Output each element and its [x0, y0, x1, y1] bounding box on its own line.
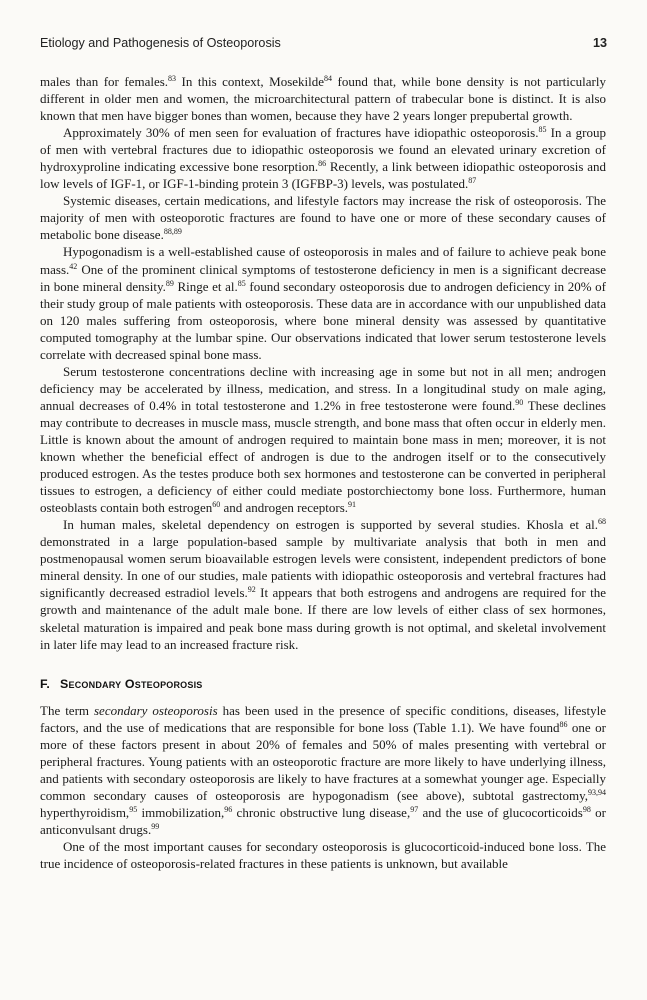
- text-run: and androgen receptors.: [220, 500, 348, 516]
- text-run: Serum testosterone concentrations decline with increasing age in some but not in all men; androgen deficiency may be accelerated by illness, medication, and stress. In a longitudinal study on male aging, annual decreases of 0.4% in total testosterone and 1.2% in free testosterone were found.: [40, 363, 606, 413]
- text-run: and the use of glucocorticoids: [418, 804, 583, 820]
- paragraph: [40, 838, 606, 872]
- citation-ref: 85: [538, 125, 547, 135]
- text-run: demonstrated in a large population-based sample by multivariate analysis that both in men and postmenopausal women serum bioavailable estrogen levels were consistent, independent predictors of bone mineral density. In one of our studies, male patients with idiopathic osteoporosis and vertebral fractures had significantly decreased estradiol levels.: [40, 534, 606, 601]
- citation-ref: 60: [212, 500, 221, 510]
- section-paragraphs: [40, 702, 606, 872]
- citation-ref: 68: [598, 517, 606, 527]
- citation-ref: 85: [237, 278, 246, 288]
- paragraph: [40, 363, 606, 516]
- text-run: In this context, Mosekilde: [176, 74, 325, 89]
- section-letter: F.: [40, 676, 51, 691]
- paragraph: [40, 73, 606, 124]
- citation-ref: 93,94: [588, 787, 606, 797]
- citation-ref: 86: [318, 159, 327, 169]
- text-run: chronic obstructive lung disease,: [232, 804, 411, 820]
- text-run: One of the prominent clinical symptoms of testosterone deficiency in men is a significant decrease in bone mineral density.: [40, 261, 606, 294]
- citation-ref: 92: [247, 585, 256, 595]
- citation-ref: 96: [224, 804, 233, 814]
- citation-ref: 42: [69, 261, 78, 271]
- citation-ref: 87: [468, 176, 477, 186]
- italic-term: secondary osteoporosis: [94, 702, 218, 718]
- citation-ref: 99: [151, 821, 160, 831]
- text-run: In human males, skeletal dependency on estrogen is supported by several studies. Khosla et al.: [63, 517, 598, 533]
- text-run: Systemic diseases, certain medications, and lifestyle factors may increase the risk of osteoporosis. The majority of men with osteoporotic fractures are found to have one or more of these secondary causes of metabolic bone disease.: [40, 193, 606, 243]
- chapter-title: Etiology and Pathogenesis of Osteoporosis: [40, 36, 281, 50]
- paragraph: [40, 516, 606, 652]
- paragraph: [40, 702, 606, 838]
- text-run: hyperthyroidism,: [40, 804, 130, 820]
- text-run: Hypogonadism is a well-established cause of osteoporosis in males and of failure to achieve peak bone mass.: [40, 244, 606, 277]
- section-heading: [40, 676, 606, 693]
- paragraph: [40, 243, 606, 362]
- text-run: One of the most important causes for secondary osteoporosis is glucocorticoid-induced bone loss. The true incidence of osteoporosis-related fractures in these patients is unknown, but available: [40, 839, 606, 872]
- text-run: males than for females.: [40, 74, 169, 89]
- text-run: These declines may contribute to decreases in muscle mass, muscle strength, and bone mass that often occur in elderly men. Little is known about the amount of androgen required to maintain bone mass in men; moreover, it is not known whether the beneficial effect of androgen is due to the androgen itself or to the consecutively produced estrogen. As the testes produce both sex hormones and testosterone can be converted in peripheral tissues to estrogen, a deficiency of either could mediate postorchiectomy bone loss. Furthermore, human osteoblasts contain both estrogen: [40, 397, 606, 516]
- running-head: [40, 36, 607, 56]
- paragraphs-before-section: [40, 73, 606, 653]
- citation-ref: 84: [324, 74, 333, 83]
- citation-ref: 91: [348, 500, 356, 510]
- main-text: [40, 73, 606, 872]
- text-run: one or more of these factors present in about 20% of females and 50% of males presenting with vertebral or peripheral fractures. Young patients with an osteoporotic fracture are more likely to have underlying illness, and patients with secondary osteoporosis are likely to have fractures at a somewhat younger age. Especially common secondary causes of osteoporosis are hypogonadism (see above), subtotal gastrectomy,: [40, 719, 606, 803]
- text-run: It appears that both estrogens and androgens are required for the growth and maintenance of the adult male bone. If there are low levels of either class of sex hormones, skeletal maturation is impaired and peak bone mass during growth is not optimal, and skeletal involvement in later life may lead to an increased fracture risk.: [40, 585, 606, 652]
- citation-ref: 86: [559, 719, 568, 729]
- paragraph: [40, 192, 606, 243]
- citation-ref: 90: [515, 397, 524, 407]
- citation-ref: 88,89: [163, 227, 182, 237]
- text-run: The term: [40, 702, 94, 718]
- text-run: immobilization,: [137, 804, 225, 820]
- paragraph: [40, 124, 606, 192]
- page-number: 13: [592, 36, 607, 50]
- text-run: Ringe et al.: [173, 278, 238, 294]
- text-run: Recently, a link between idiopathic osteoporosis and low levels of IGF-1, or IGF-1-binding protein 3 (IGFBP-3) levels, was postulated.: [40, 159, 606, 192]
- section-title: Secondary Osteoporosis: [60, 676, 203, 691]
- citation-ref: 83: [168, 74, 177, 83]
- text-run: or anticonvulsant drugs.: [40, 804, 606, 837]
- text-run: found that, while bone density is not particularly different in older men and women, the microarchitectural pattern of trabecular bone is distinct. It is also known that men have bigger bones than women, because they have 2 years longer prepubertal growth.: [40, 74, 606, 124]
- text-run: In a group of men with vertebral fractures due to idiopathic osteoporosis we found an elevated urinary excretion of hydroxyproline indicating excessive bone resorption.: [40, 125, 606, 175]
- citation-ref: 97: [410, 804, 419, 814]
- citation-ref: 95: [129, 804, 138, 814]
- text-run: Approximately 30% of men seen for evaluation of fractures have idiopathic osteoporosis.: [63, 125, 539, 141]
- citation-ref: 89: [165, 278, 174, 288]
- citation-ref: 98: [582, 804, 591, 814]
- text-run: has been used in the presence of specific conditions, diseases, lifestyle factors, and the use of medications that are responsible for bone loss (Table 1.1). We have found: [40, 702, 606, 735]
- text-run: found secondary osteoporosis due to androgen deficiency in 20% of their study group of male patients with osteoporosis. These data are in accordance with our unpublished data on 120 males suffering from osteoporosis, where bone mineral density was assessed by quantitative computed tomography at the lumbar spine. Our observations indicated that lower serum testosterone levels correlate with decreased spinal bone mass.: [40, 278, 607, 362]
